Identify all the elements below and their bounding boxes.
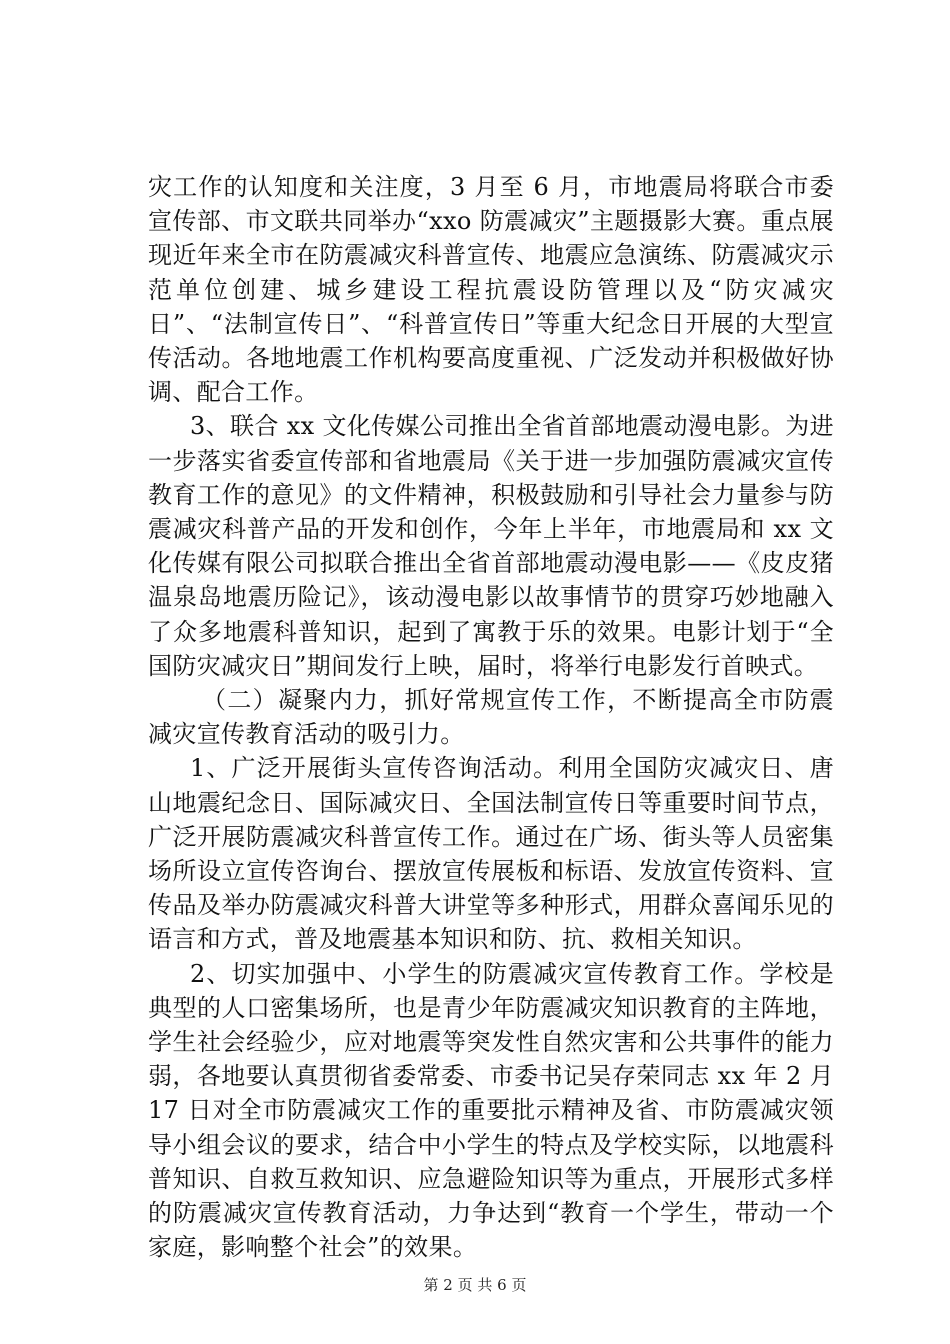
paragraph-item-3: 3、联合 xx 文化传媒公司推出全省首部地震动漫电影。为进一步落实省委宣传部和省地震局《关于进一步加强防震减灾宣传教育工作的意见》的文件精神，积极鼓励和引导社会力量参与防震减灾科普产品的开发和创作，今年上半年，市地震局和 xx 文化传媒有限公司拟联合推出全省首部地震动漫电影——《皮皮猪温泉岛地震历险记》，该动漫电影以故事情节的贯穿巧妙地融入了众多地震科普知识，起到了寓教于乐的效果。电影计划于“全国防灾减灾日”期间发行上映，届时，将举行电影发行首映式。 <box>148 412 834 680</box>
paragraph-section-2-heading: （二）凝聚内力，抓好常规宣传工作，不断提高全市防震减灾宣传教育活动的吸引力。 <box>148 686 834 749</box>
paragraph-continuation: 灾工作的认知度和关注度，3 月至 6 月，市地震局将联合市委宣传部、市文联共同举办“xxo 防震减灾”主题摄影大赛。重点展现近年来全市在防震减灾科普宣传、地震应急演练、防震减灾示范单位创建、城乡建设工程抗震设防管理以及“防灾减灾日”、“法制宣传日”、“科普宣传日”等重大纪念日开展的大型宣传活动。各地地震工作机构要高度重视、广泛发动并积极做好协调、配合工作。 <box>148 173 834 407</box>
document-body <box>148 170 834 1265</box>
paragraph-item-2: 2、切实加强中、小学生的防震减灾宣传教育工作。学校是典型的人口密集场所，也是青少年防震减灾知识教育的主阵地，学生社会经验少，应对地震等突发性自然灾害和公共事件的能力弱，各地要认真贯彻省委常委、市委书记吴存荣同志 xx 年 2 月 17 日对全市防震减灾工作的重要批示精神及省、市防震减灾领导小组会议的要求，结合中小学生的特点及学校实际，以地震科普知识、自救互救知识、应急避险知识等为重点，开展形式多样的防震减灾宣传教育活动，力争达到“教育一个学生，带动一个家庭，影响整个社会”的效果。 <box>148 959 834 1262</box>
page-footer: 第 2 页 共 6 页 <box>423 1276 527 1294</box>
paragraph-item-1: 1、广泛开展街头宣传咨询活动。利用全国防灾减灾日、唐山地震纪念日、国际减灾日、全国法制宣传日等重要时间节点，广泛开展防震减灾科普宣传工作。通过在广场、街头等人员密集场所设立宣传咨询台、摆放宣传展板和标语、发放宣传资料、宣传品及举办防震减灾科普大讲堂等多种形式，用群众喜闻乐见的语言和方式，普及地震基本知识和防、抗、救相关知识。 <box>148 754 834 954</box>
